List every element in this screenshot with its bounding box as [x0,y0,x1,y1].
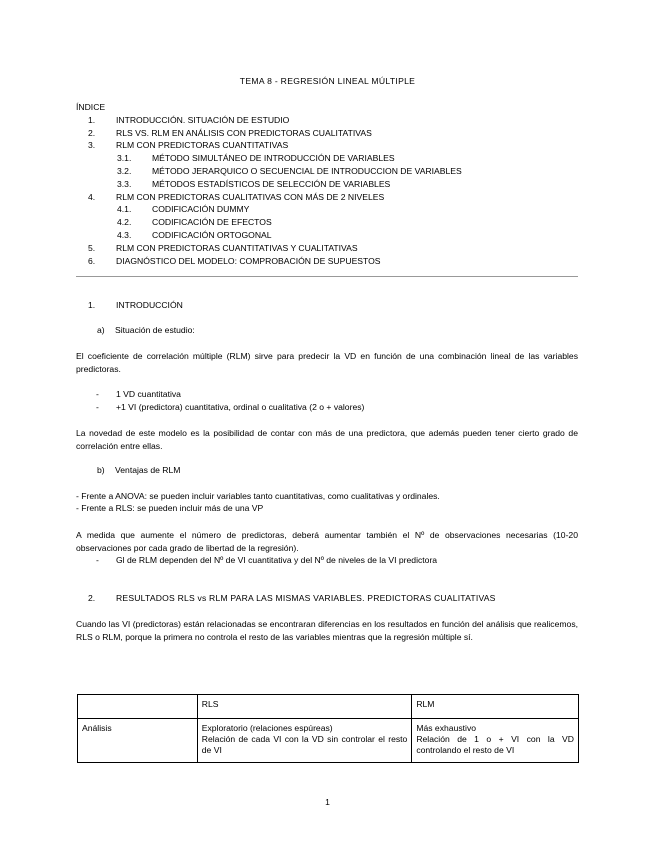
table-header-cell [78,695,198,719]
table-header-cell: RLS [197,695,412,719]
table-header-row [78,695,579,719]
text-line: - Frente a ANOVA: se pueden incluir variables tanto cuantitativas, como cualitativas y ordinales. [76,491,440,501]
document-title: TEMA 8 - REGRESIÓN LINEAL MÚLTIPLE [239,76,416,86]
paragraph: Cuando las VI (predictoras) están relacionadas se encontraran diferencias en los resultados en función del análisis que realicemos, RLS o RLM, porque la primera no controla el resto de las variables mientras que la regresión múltiple sí. [76,619,578,642]
horizontal-divider [76,276,578,277]
paragraph: A medida que aumente el número de predictoras, deberá aumentar también el Nº de observaciones necesarias (10-20 observaciones por cada grado de libertad de la regresión). [76,530,578,553]
table-cell: Más exhaustivo Relación de 1 o + VI con la VD controlando el resto de VI [412,719,579,763]
table-cell: Exploratorio (relaciones espúreas) Relación de cada VI con la VD sin controlar el resto de VI [197,719,412,763]
index-label: ÍNDICE [76,102,106,112]
table-header-cell: RLM [412,695,579,719]
table-cell: Análisis [78,719,198,763]
paragraph: El coeficiente de correlación múltiple (RLM) sirve para predecir la VD en función de una combinación lineal de las variables predictoras. [76,351,578,374]
comparison-table [77,694,579,763]
paragraph: La novedad de este modelo es la posibilidad de contar con más de una predictora, que además pueden tener cierto grado de correlación entre ellas. [76,428,578,451]
text-line: - Frente a RLS: se pueden incluir más de una VP [76,503,264,513]
table-row [78,719,579,763]
page-number: 1 [325,797,330,807]
